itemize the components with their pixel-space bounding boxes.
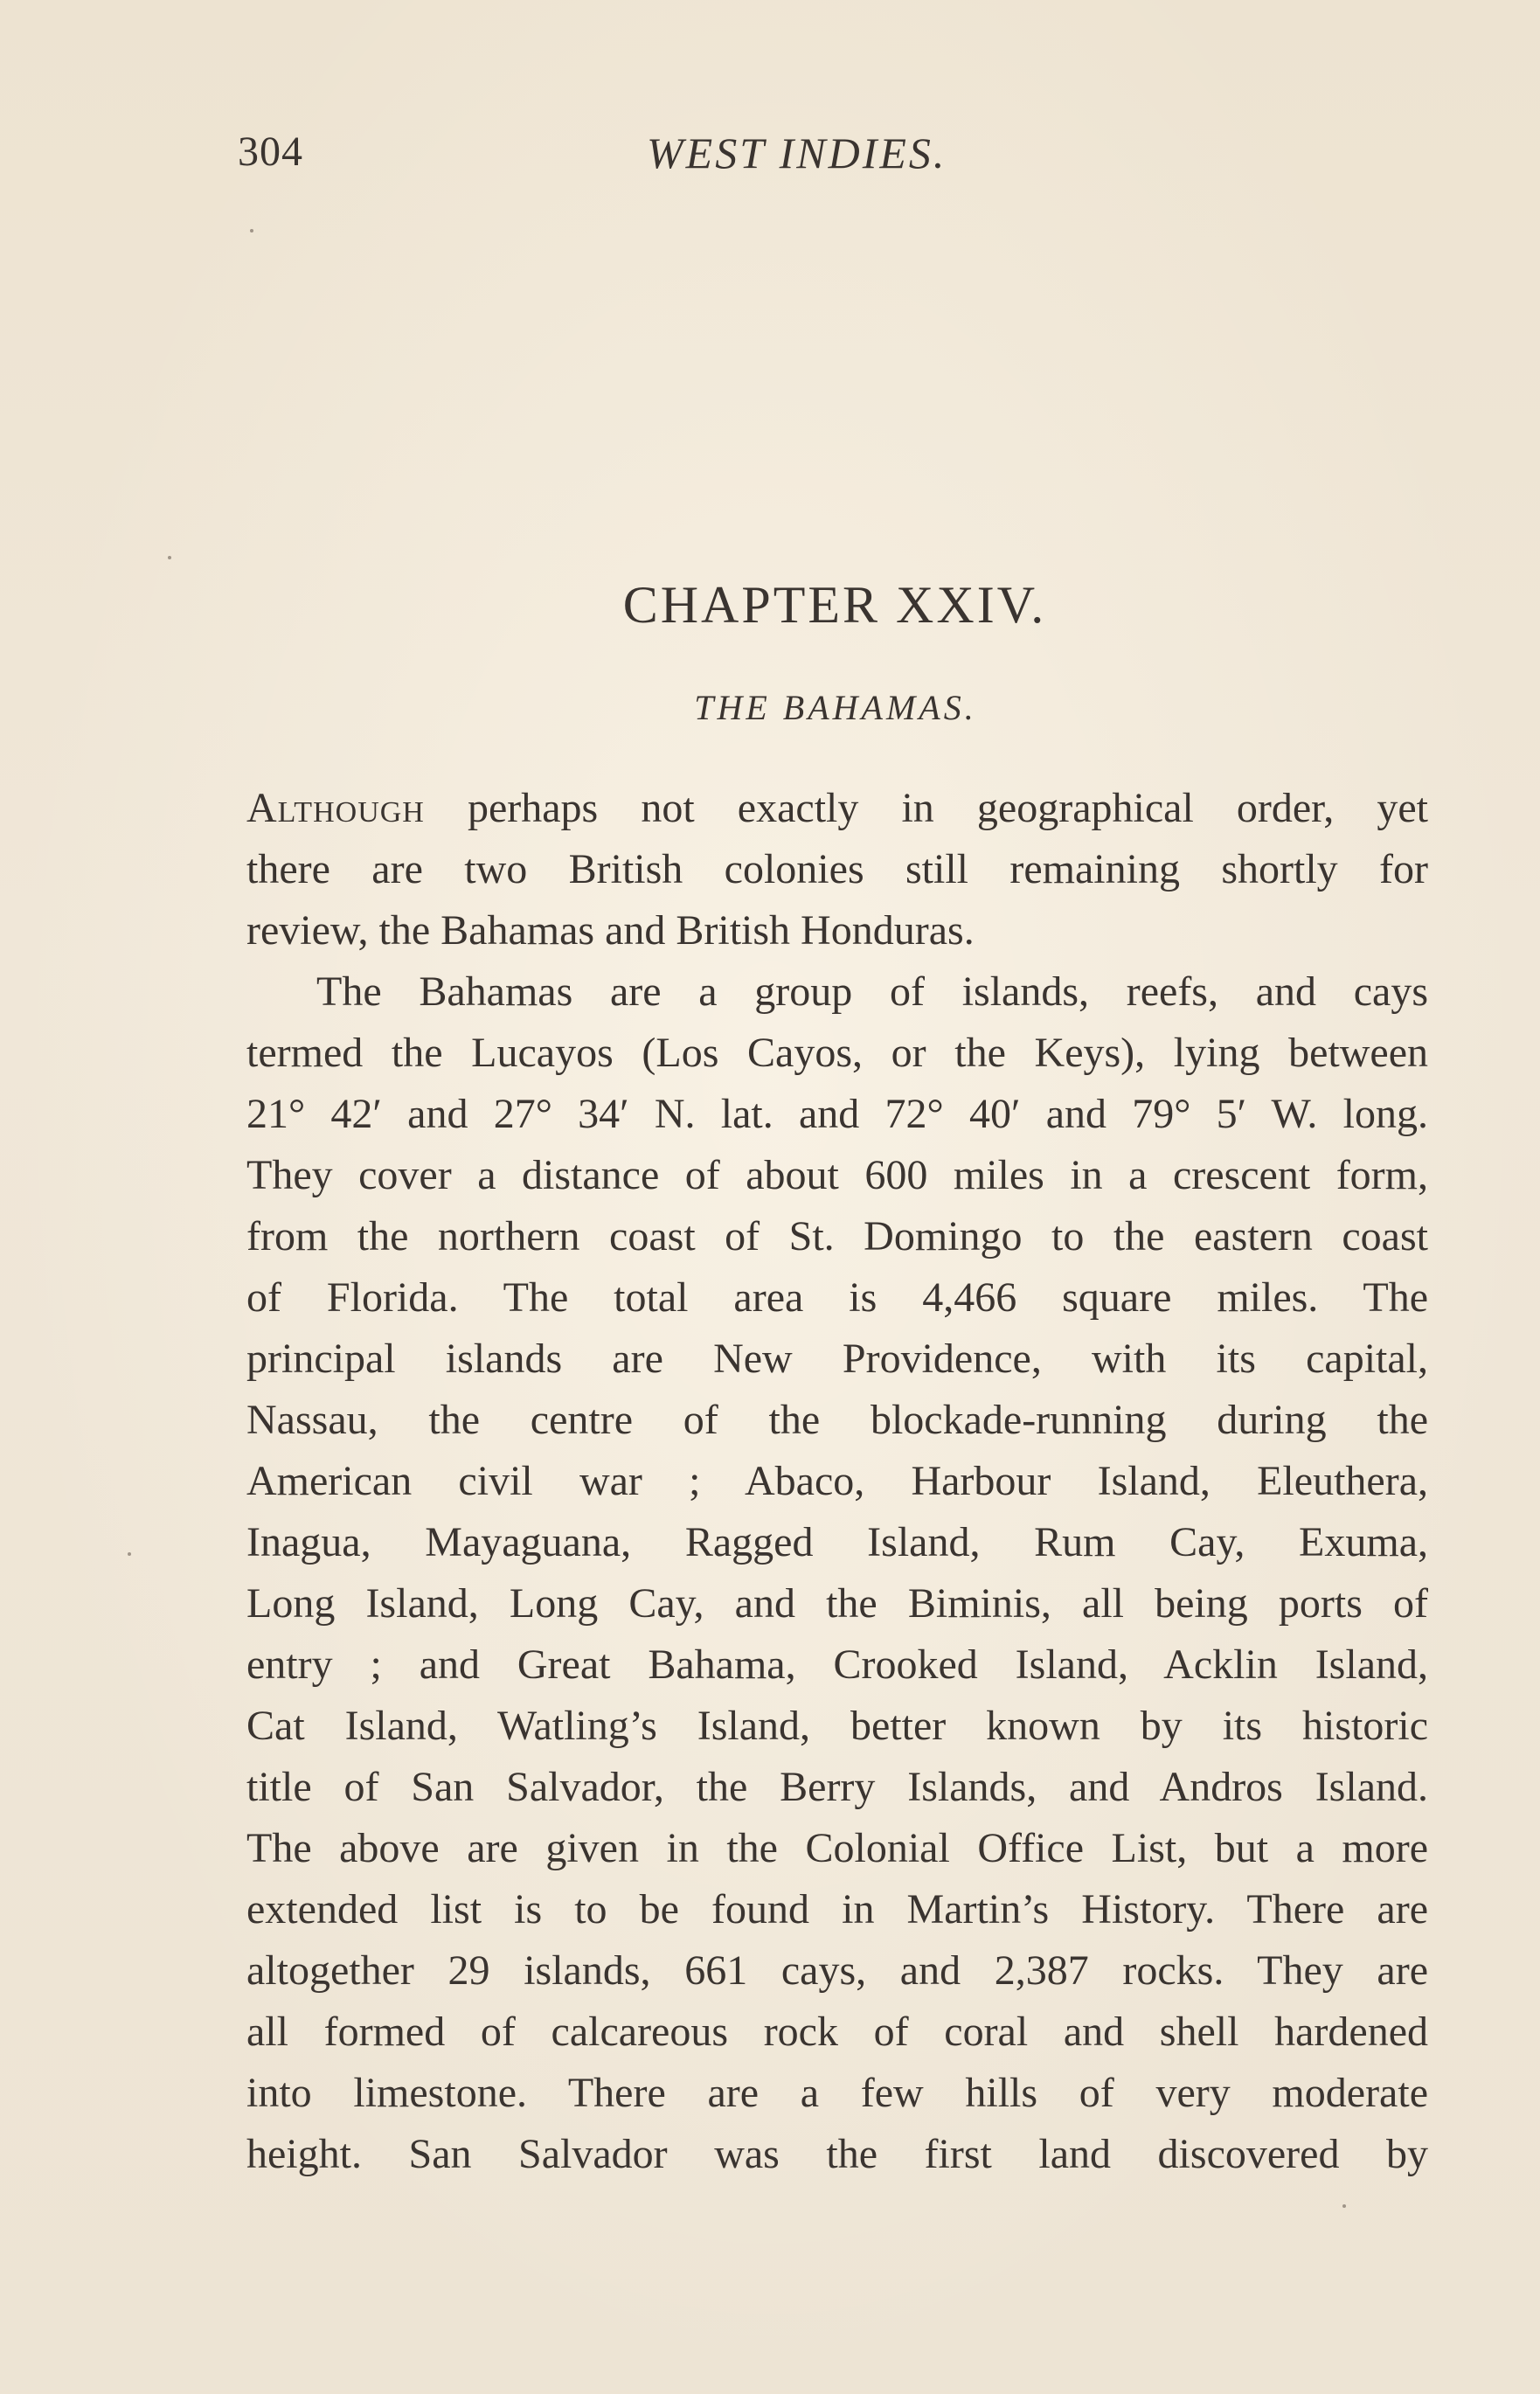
text-line: review, the Bahamas and British Honduras. — [246, 907, 975, 954]
text-line: of Florida. The total area is 4,466 square miles. The — [246, 1274, 1428, 1321]
chapter-title: CHAPTER XXIV. — [622, 576, 1047, 634]
text-line: termed the Lucayos (Los Cayos, or the Keys), lying between — [246, 1030, 1428, 1076]
text-line: there are two British colonies still remaining shortly for — [246, 846, 1428, 892]
paper-speck — [250, 229, 253, 232]
paper-speck — [128, 1552, 131, 1556]
text-line: height. San Salvador was the first land discovered by — [246, 2131, 1428, 2177]
text-line: Nassau, the centre of the blockade-running during the — [246, 1397, 1428, 1443]
text-line: The above are given in the Colonial Office List, but a more — [246, 1825, 1428, 1871]
text-line: into limestone. There are a few hills of very moderate — [246, 2070, 1428, 2116]
chapter-subtitle: THE BAHAMAS. — [694, 688, 977, 727]
paper-speck — [168, 556, 171, 559]
text-line: Long Island, Long Cay, and the Biminis, all being ports of — [246, 1580, 1428, 1627]
text-line: entry ; and Great Bahama, Crooked Island, Acklin Island, — [246, 1641, 1428, 1688]
text-line: The Bahamas are a group of islands, reefs, and cays — [316, 968, 1428, 1015]
text-line: all formed of calcareous rock of coral and shell hardened — [246, 2009, 1428, 2055]
running-head: WEST INDIES. — [647, 128, 947, 177]
text-line: principal islands are New Providence, with its capital, — [246, 1336, 1428, 1382]
body-text — [246, 778, 1428, 2185]
text-line: They cover a distance of about 600 miles in a crescent form, — [246, 1152, 1428, 1198]
text-line: American civil war ; Abaco, Harbour Island, Eleuthera, — [246, 1458, 1428, 1504]
text-line: Inagua, Mayaguana, Ragged Island, Rum Cay, Exuma, — [246, 1519, 1428, 1565]
drop-word: Although — [246, 785, 425, 831]
paper-speck — [1342, 2204, 1346, 2208]
text-line: 21° 42′ and 27° 34′ N. lat. and 72° 40′ and 79° 5′ W. long. — [246, 1091, 1428, 1137]
text-line: title of San Salvador, the Berry Islands, and Andros Island. — [246, 1764, 1428, 1810]
text-line: from the northern coast of St. Domingo to the eastern coast — [246, 1213, 1428, 1259]
text-line-content: perhaps not exactly in geographical order, yet — [424, 785, 1428, 831]
text-line — [246, 778, 1428, 839]
page-number: 304 — [238, 128, 303, 175]
text-line: extended list is to be found in Martin’s History. There are — [246, 1886, 1428, 1933]
text-line: Cat Island, Watling’s Island, better known by its historic — [246, 1703, 1428, 1749]
text-line: altogether 29 islands, 661 cays, and 2,387 rocks. They are — [246, 1947, 1428, 1994]
